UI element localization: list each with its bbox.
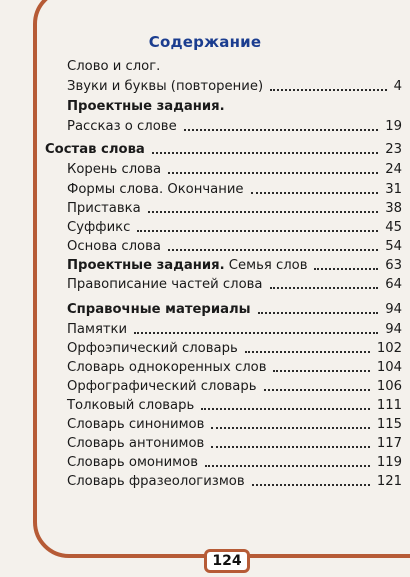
toc-entry: [67, 161, 402, 179]
toc-entry-label-bold: Справочные материалы: [67, 302, 251, 317]
toc-entry-page: 117: [376, 436, 402, 451]
toc-entry-label: Словарь синонимов: [67, 417, 205, 432]
toc-entry-label: Суффикс: [67, 220, 131, 235]
toc-entry: [67, 98, 402, 116]
toc-entry: [67, 378, 402, 396]
toc-entry-label-bold: Проектные задания.: [67, 258, 225, 273]
dot-leader: [245, 351, 370, 353]
dot-leader: [252, 484, 370, 486]
toc-entry-label: Семья слов: [228, 258, 308, 273]
toc-entry-label: Словарь однокоренных слов: [67, 360, 267, 375]
toc-entry-page: 54: [385, 239, 402, 254]
dot-leader: [270, 89, 387, 91]
toc-entry: [67, 397, 402, 415]
dot-leader: [168, 172, 378, 174]
toc-entry: [67, 78, 402, 96]
toc-entry-page: 121: [376, 474, 402, 489]
toc-entry: [67, 181, 402, 199]
dot-leader: [211, 446, 369, 448]
dot-leader: [314, 268, 378, 270]
dot-leader: [168, 249, 378, 251]
toc-entry-page: 94: [385, 302, 402, 317]
page-number: 124: [204, 549, 250, 573]
toc-entry: [67, 416, 402, 434]
toc-entry-label: Звуки и буквы (повторение): [67, 79, 264, 94]
toc-entry-page: 19: [385, 119, 402, 134]
toc-entry: [67, 257, 402, 275]
toc-entry-label: Формы слова. Окончание: [67, 182, 244, 197]
dot-leader: [205, 465, 370, 467]
toc-entry: [67, 340, 402, 358]
toc-entry-label: Приставка: [67, 201, 141, 216]
toc-entry-page: 111: [376, 398, 402, 413]
toc-entry-label-bold: Проектные задания.: [67, 99, 225, 114]
toc-entry: [67, 118, 402, 136]
toc-entry-page: 94: [385, 322, 402, 337]
toc-entry: [67, 321, 402, 339]
toc-entry-page: 102: [376, 341, 402, 356]
toc-entry-page: 38: [385, 201, 402, 216]
toc-entry-label: Корень слова: [67, 162, 162, 177]
toc-entry-page: 104: [376, 360, 402, 375]
dot-leader: [137, 230, 378, 232]
toc-title: Содержание: [148, 33, 262, 51]
toc-entry-page: 64: [385, 277, 402, 292]
toc-entry: [67, 219, 402, 237]
dot-leader: [148, 211, 379, 213]
dot-leader: [134, 332, 378, 334]
toc-entry: [67, 435, 402, 453]
toc-entry: [67, 200, 402, 218]
toc-entry-label: Слово и слог.: [67, 59, 161, 74]
toc-entry-page: 45: [385, 220, 402, 235]
dot-leader: [152, 152, 378, 154]
toc-section: [45, 141, 402, 159]
toc-entry-page: 31: [385, 182, 402, 197]
dot-leader: [258, 312, 379, 314]
toc-entry: [67, 473, 402, 491]
dot-leader: [273, 370, 369, 372]
toc-entry-label: Основа слова: [67, 239, 161, 254]
dot-leader: [211, 427, 369, 429]
toc-entry-label: Толковый словарь: [67, 398, 195, 413]
dot-leader: [264, 389, 370, 391]
toc-entry: [67, 359, 402, 377]
toc-entry-label: Орфоэпический словарь: [67, 341, 238, 356]
toc-entry: [67, 58, 402, 76]
toc-entry-label: Памятки: [67, 322, 128, 337]
dot-leader: [251, 192, 379, 194]
toc-entry-page: 24: [385, 162, 402, 177]
toc-entry-label: Словарь фразеологизмов: [67, 474, 245, 489]
toc-entry-label: Рассказ о слове: [67, 119, 177, 134]
toc-entry-page: 4: [393, 79, 402, 94]
dot-leader: [201, 408, 370, 410]
toc-entry: [67, 276, 402, 294]
toc-entry-label: Словарь антонимов: [67, 436, 205, 451]
toc-entry: [67, 301, 402, 319]
dot-leader: [184, 129, 379, 131]
toc-entry-page: 119: [376, 455, 402, 470]
toc-entry: [67, 238, 402, 256]
toc-entry-label: Орфографический словарь: [67, 379, 257, 394]
toc-entry-label: Словарь омонимов: [67, 455, 198, 470]
toc-entry-page: 23: [385, 142, 402, 157]
toc-entry-page: 115: [376, 417, 402, 432]
toc-entry-label: Правописание частей слова: [67, 277, 263, 292]
toc-entry-page: 63: [385, 258, 402, 273]
toc-entry-page: 106: [376, 379, 402, 394]
toc-entry: [67, 454, 402, 472]
dot-leader: [270, 287, 379, 289]
toc-section-label: Состав слова: [45, 142, 145, 157]
